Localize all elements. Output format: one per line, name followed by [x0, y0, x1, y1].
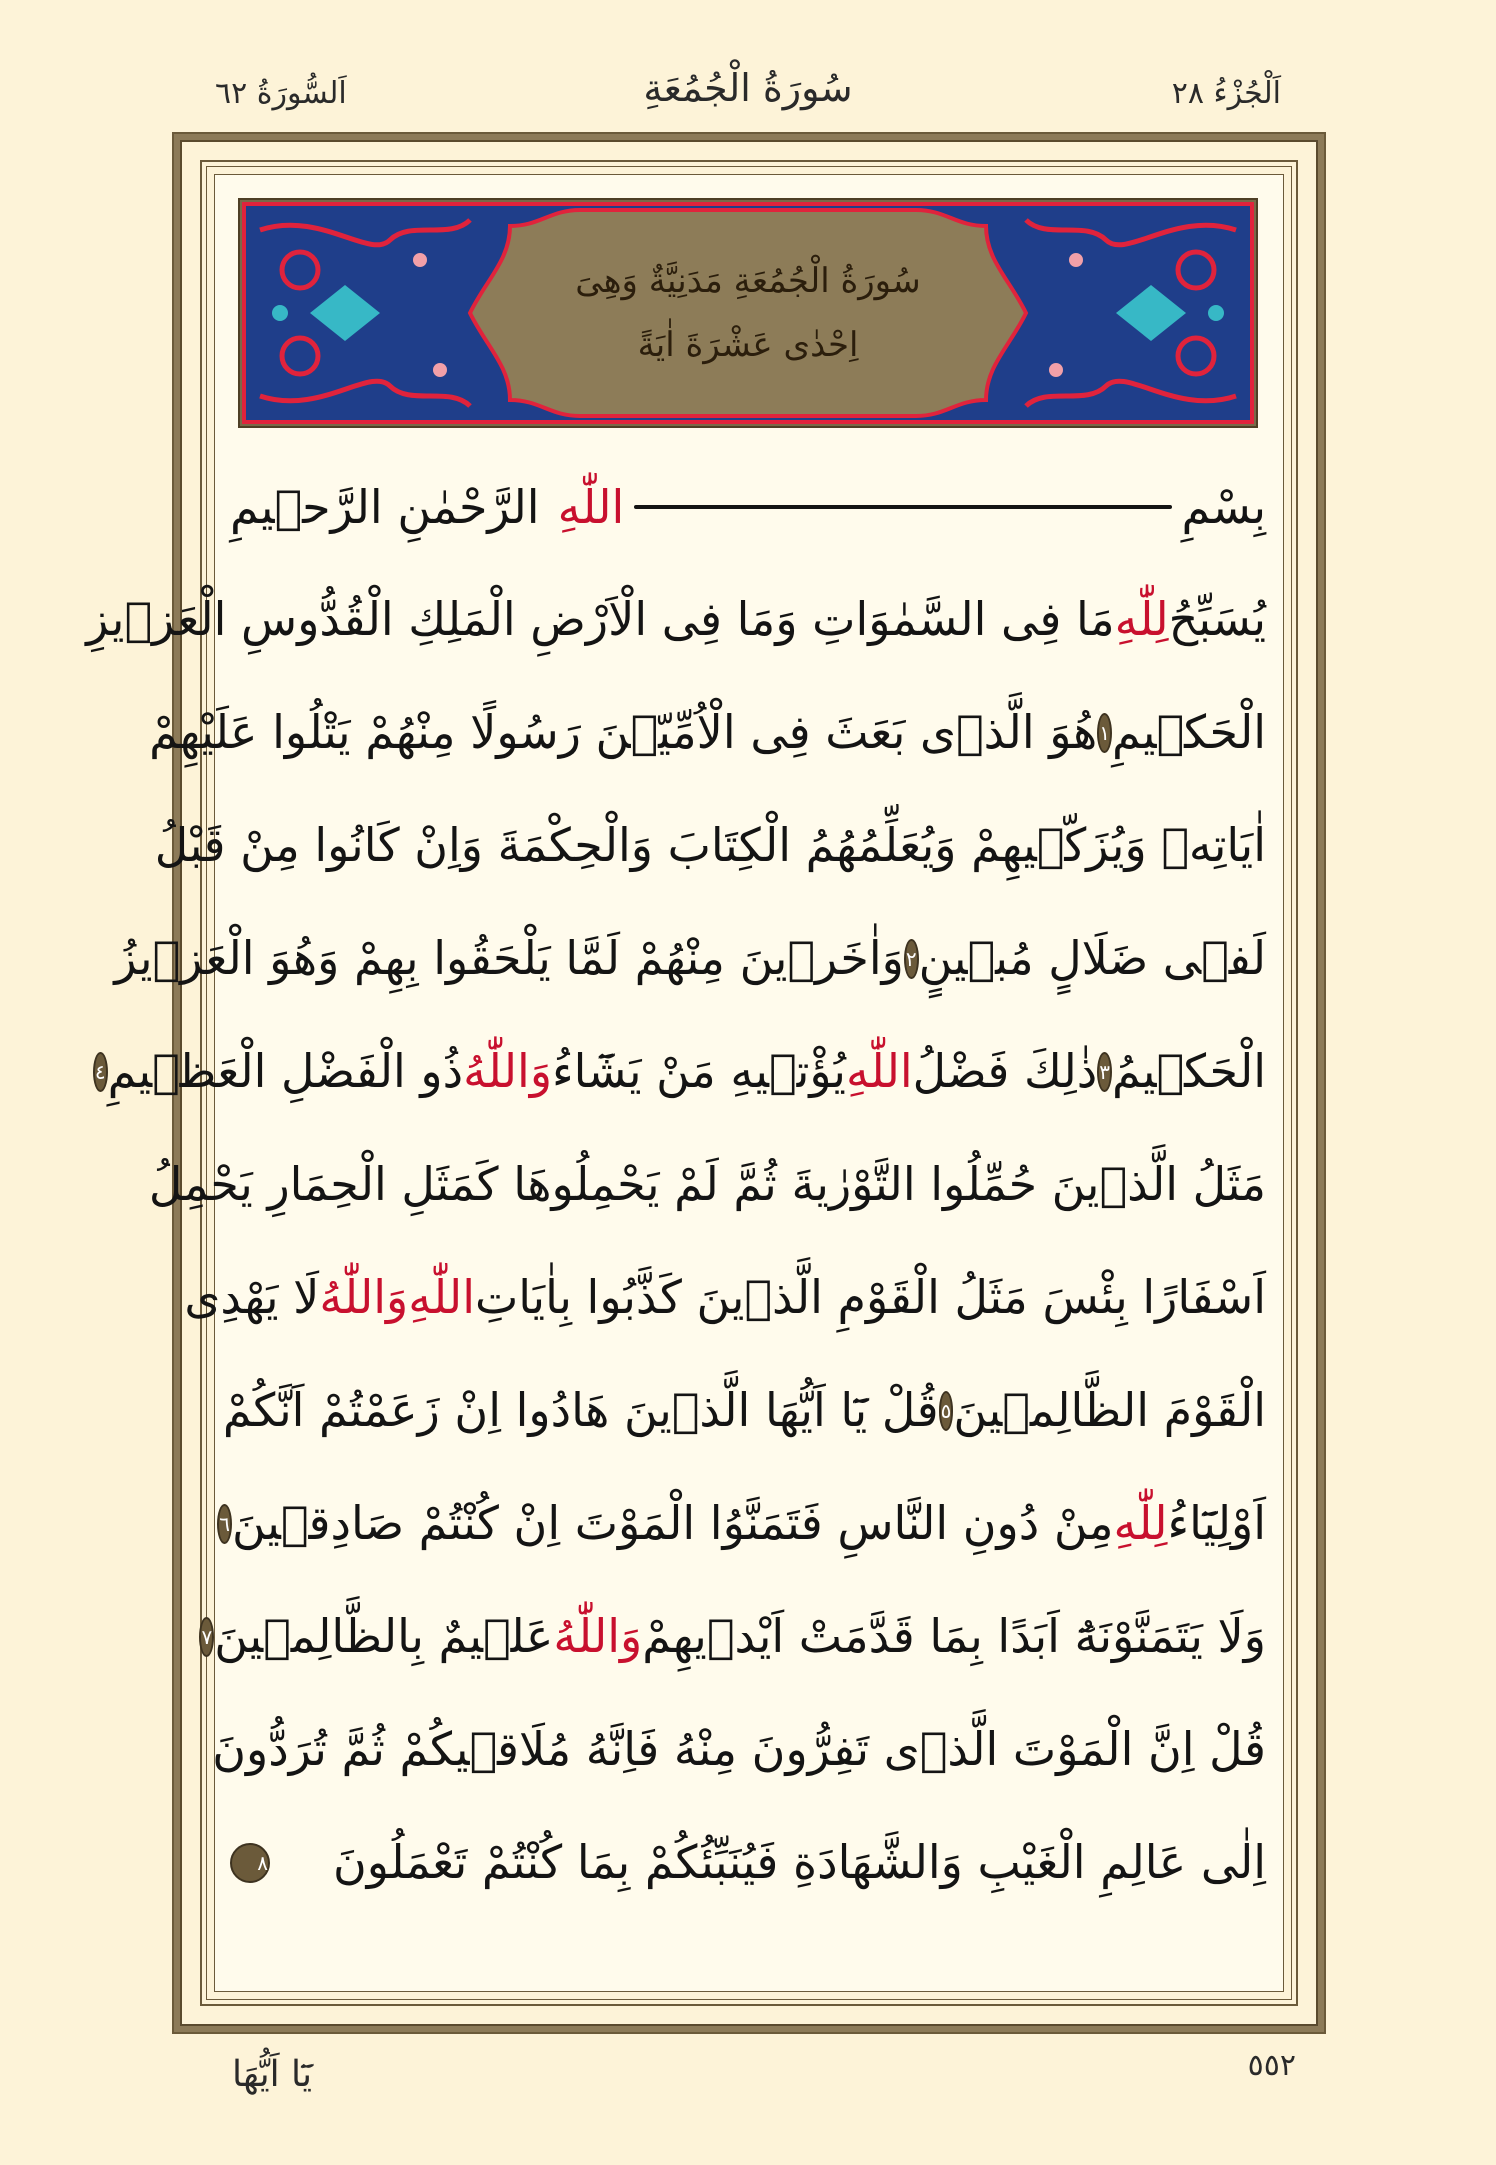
text-segment: اٰيَاتِه۪ وَيُزَكّ۪يهِمْ وَيُعَلِّمُهُمُ الْكِتَابَ وَالْحِكْمَةَ وَاِنْ كَانُوا مِنْ قَبْلُ	[154, 818, 1266, 872]
text-line-9	[219, 1467, 1266, 1580]
text-segment: اَسْفَارًا بِئْسَ مَثَلُ الْقَوْمِ الَّذ۪ينَ كَذَّبُوا بِاٰيَاتِ	[474, 1270, 1266, 1324]
text-segment: لَف۪ى ضَلَالٍ مُب۪ينٍ	[918, 931, 1266, 985]
verse-block	[86, 450, 1266, 1919]
surah-info-line-1: سُورَةُ الْجُمُعَةِ مَدَنِيَّةٌ وَهِىَ	[575, 261, 921, 301]
divine-name: اللّٰهِ	[408, 1270, 475, 1324]
text-segment: ذُو الْفَضْلِ الْعَظ۪يمِ	[107, 1044, 464, 1098]
verse-marker: ٢	[904, 939, 919, 979]
text-segment: قُلْ اِنَّ الْمَوْتَ الَّذ۪ى تَفِرُّونَ مِنْهُ فَاِنَّهُ مُلَاق۪يكُمْ ثُمَّ تُرَدُّونَ	[212, 1722, 1266, 1776]
verse-marker: ٦	[217, 1504, 232, 1544]
text-line-4	[114, 902, 1266, 1015]
juz-label: اَلْجُزْءُ ٢٨	[1171, 76, 1281, 111]
surah-title-header: سُورَةُ الْجُمُعَةِ	[643, 66, 853, 110]
text-line-7	[184, 1241, 1266, 1354]
text-segment: اِلٰى عَالِمِ الْغَيْبِ وَالشَّهَادَةِ فَيُنَبِّئُكُمْ بِمَا كُنْتُمْ تَعْمَلُونَ	[332, 1835, 1266, 1889]
divine-name: لِلّٰهِ	[1114, 592, 1169, 646]
text-line-5	[94, 1015, 1266, 1128]
page-footer	[0, 2040, 1496, 2120]
verse-marker: ٤	[93, 1052, 108, 1092]
text-segment: مِنْ دُونِ النَّاسِ فَتَمَنَّوُا الْمَوْتَ اِنْ كُنْتُمْ صَادِق۪ينَ	[231, 1496, 1114, 1550]
text-line-8	[222, 1354, 1266, 1467]
text-segment: اَوْلِيَٓاءُ	[1167, 1496, 1266, 1550]
page-number: ٥٥٢	[1247, 2048, 1296, 2083]
basmala	[230, 450, 1266, 563]
text-segment: لَا يَهْدِى	[184, 1270, 320, 1324]
basmala-rest: الرَّحْمٰنِ الرَّح۪يمِ	[230, 479, 540, 534]
divine-name: اللّٰهِ	[845, 1044, 913, 1098]
surah-info	[240, 200, 1256, 426]
text-line-2	[149, 676, 1266, 789]
surah-banner	[238, 198, 1258, 428]
text-segment: الْحَك۪يمُ	[1112, 1044, 1266, 1098]
divine-name: وَاللّٰهُ	[319, 1270, 409, 1324]
text-segment: وَاٰخَر۪ينَ مِنْهُمْ لَمَّا يَلْحَقُوا بِهِمْ وَهُوَ الْعَز۪يزُ	[114, 931, 904, 985]
surah-info-line-2: اِحْدٰى عَشْرَةَ اٰيَةً	[637, 325, 859, 365]
catchword: يَٓا اَيُّهَا	[232, 2054, 313, 2095]
text-segment: ذٰلِكَ فَضْلُ	[912, 1044, 1098, 1098]
text-segment: وَلَا يَتَمَنَّوْنَهُٓ اَبَدًا بِمَا قَدَّمَتْ اَيْد۪يهِمْ	[642, 1609, 1266, 1663]
divine-name: وَاللّٰهُ	[553, 1609, 643, 1663]
text-segment: عَل۪يمٌ بِالظَّالِم۪ينَ	[214, 1609, 554, 1663]
verse-marker: ٨	[230, 1843, 270, 1883]
text-segment: مَثَلُ الَّذ۪ينَ حُمِّلُوا التَّوْرٰيةَ ثُمَّ لَمْ يَحْمِلُوهَا كَمَثَلِ الْحِمَارِ يَحْمِلُ	[148, 1157, 1266, 1211]
text-line-6	[148, 1128, 1266, 1241]
text-segment: مَا فِى السَّمٰوَاتِ وَمَا فِى الْاَرْضِ الْمَلِكِ الْقُدُّوسِ الْعَز۪يزِ	[86, 592, 1115, 646]
verse-marker: ٥	[939, 1391, 954, 1431]
basmala-kashida	[634, 505, 1171, 509]
text-segment: يُسَبِّحُ	[1168, 592, 1266, 646]
text-segment: الْقَوْمَ الظَّالِم۪ينَ	[953, 1383, 1266, 1437]
divine-name: وَاللّٰهُ	[463, 1044, 553, 1098]
text-segment: هُوَ الَّذ۪ى بَعَثَ فِى الْاُمِّيّ۪نَ رَسُولًا مِنْهُمْ يَتْلُوا عَلَيْهِمْ	[149, 705, 1098, 759]
text-segment: قُلْ يَٓا اَيُّهَا الَّذ۪ينَ هَادُوا اِنْ زَعَمْتُمْ اَنَّكُمْ	[222, 1383, 939, 1437]
text-segment: الْحَك۪يمِ	[1112, 705, 1266, 759]
divine-name: لِلّٰهِ	[1113, 1496, 1168, 1550]
verse-marker: ١	[1097, 713, 1112, 753]
text-line-1	[86, 563, 1266, 676]
basmala-bism: بِسْمِ	[1181, 479, 1266, 534]
text-segment: يُؤْت۪يهِ مَنْ يَشَٓاءُ	[552, 1044, 846, 1098]
text-line-10	[201, 1580, 1266, 1693]
basmala-allah: اللّٰهِ	[557, 479, 625, 534]
verse-marker: ٧	[199, 1617, 214, 1657]
verse-marker: ٣	[1097, 1052, 1112, 1092]
surah-number-label: اَلسُّورَةُ ٦٢	[215, 76, 347, 111]
text-line-3	[154, 789, 1266, 902]
page-header	[0, 58, 1496, 128]
text-line-11	[212, 1693, 1266, 1806]
text-line-12	[230, 1806, 1266, 1919]
